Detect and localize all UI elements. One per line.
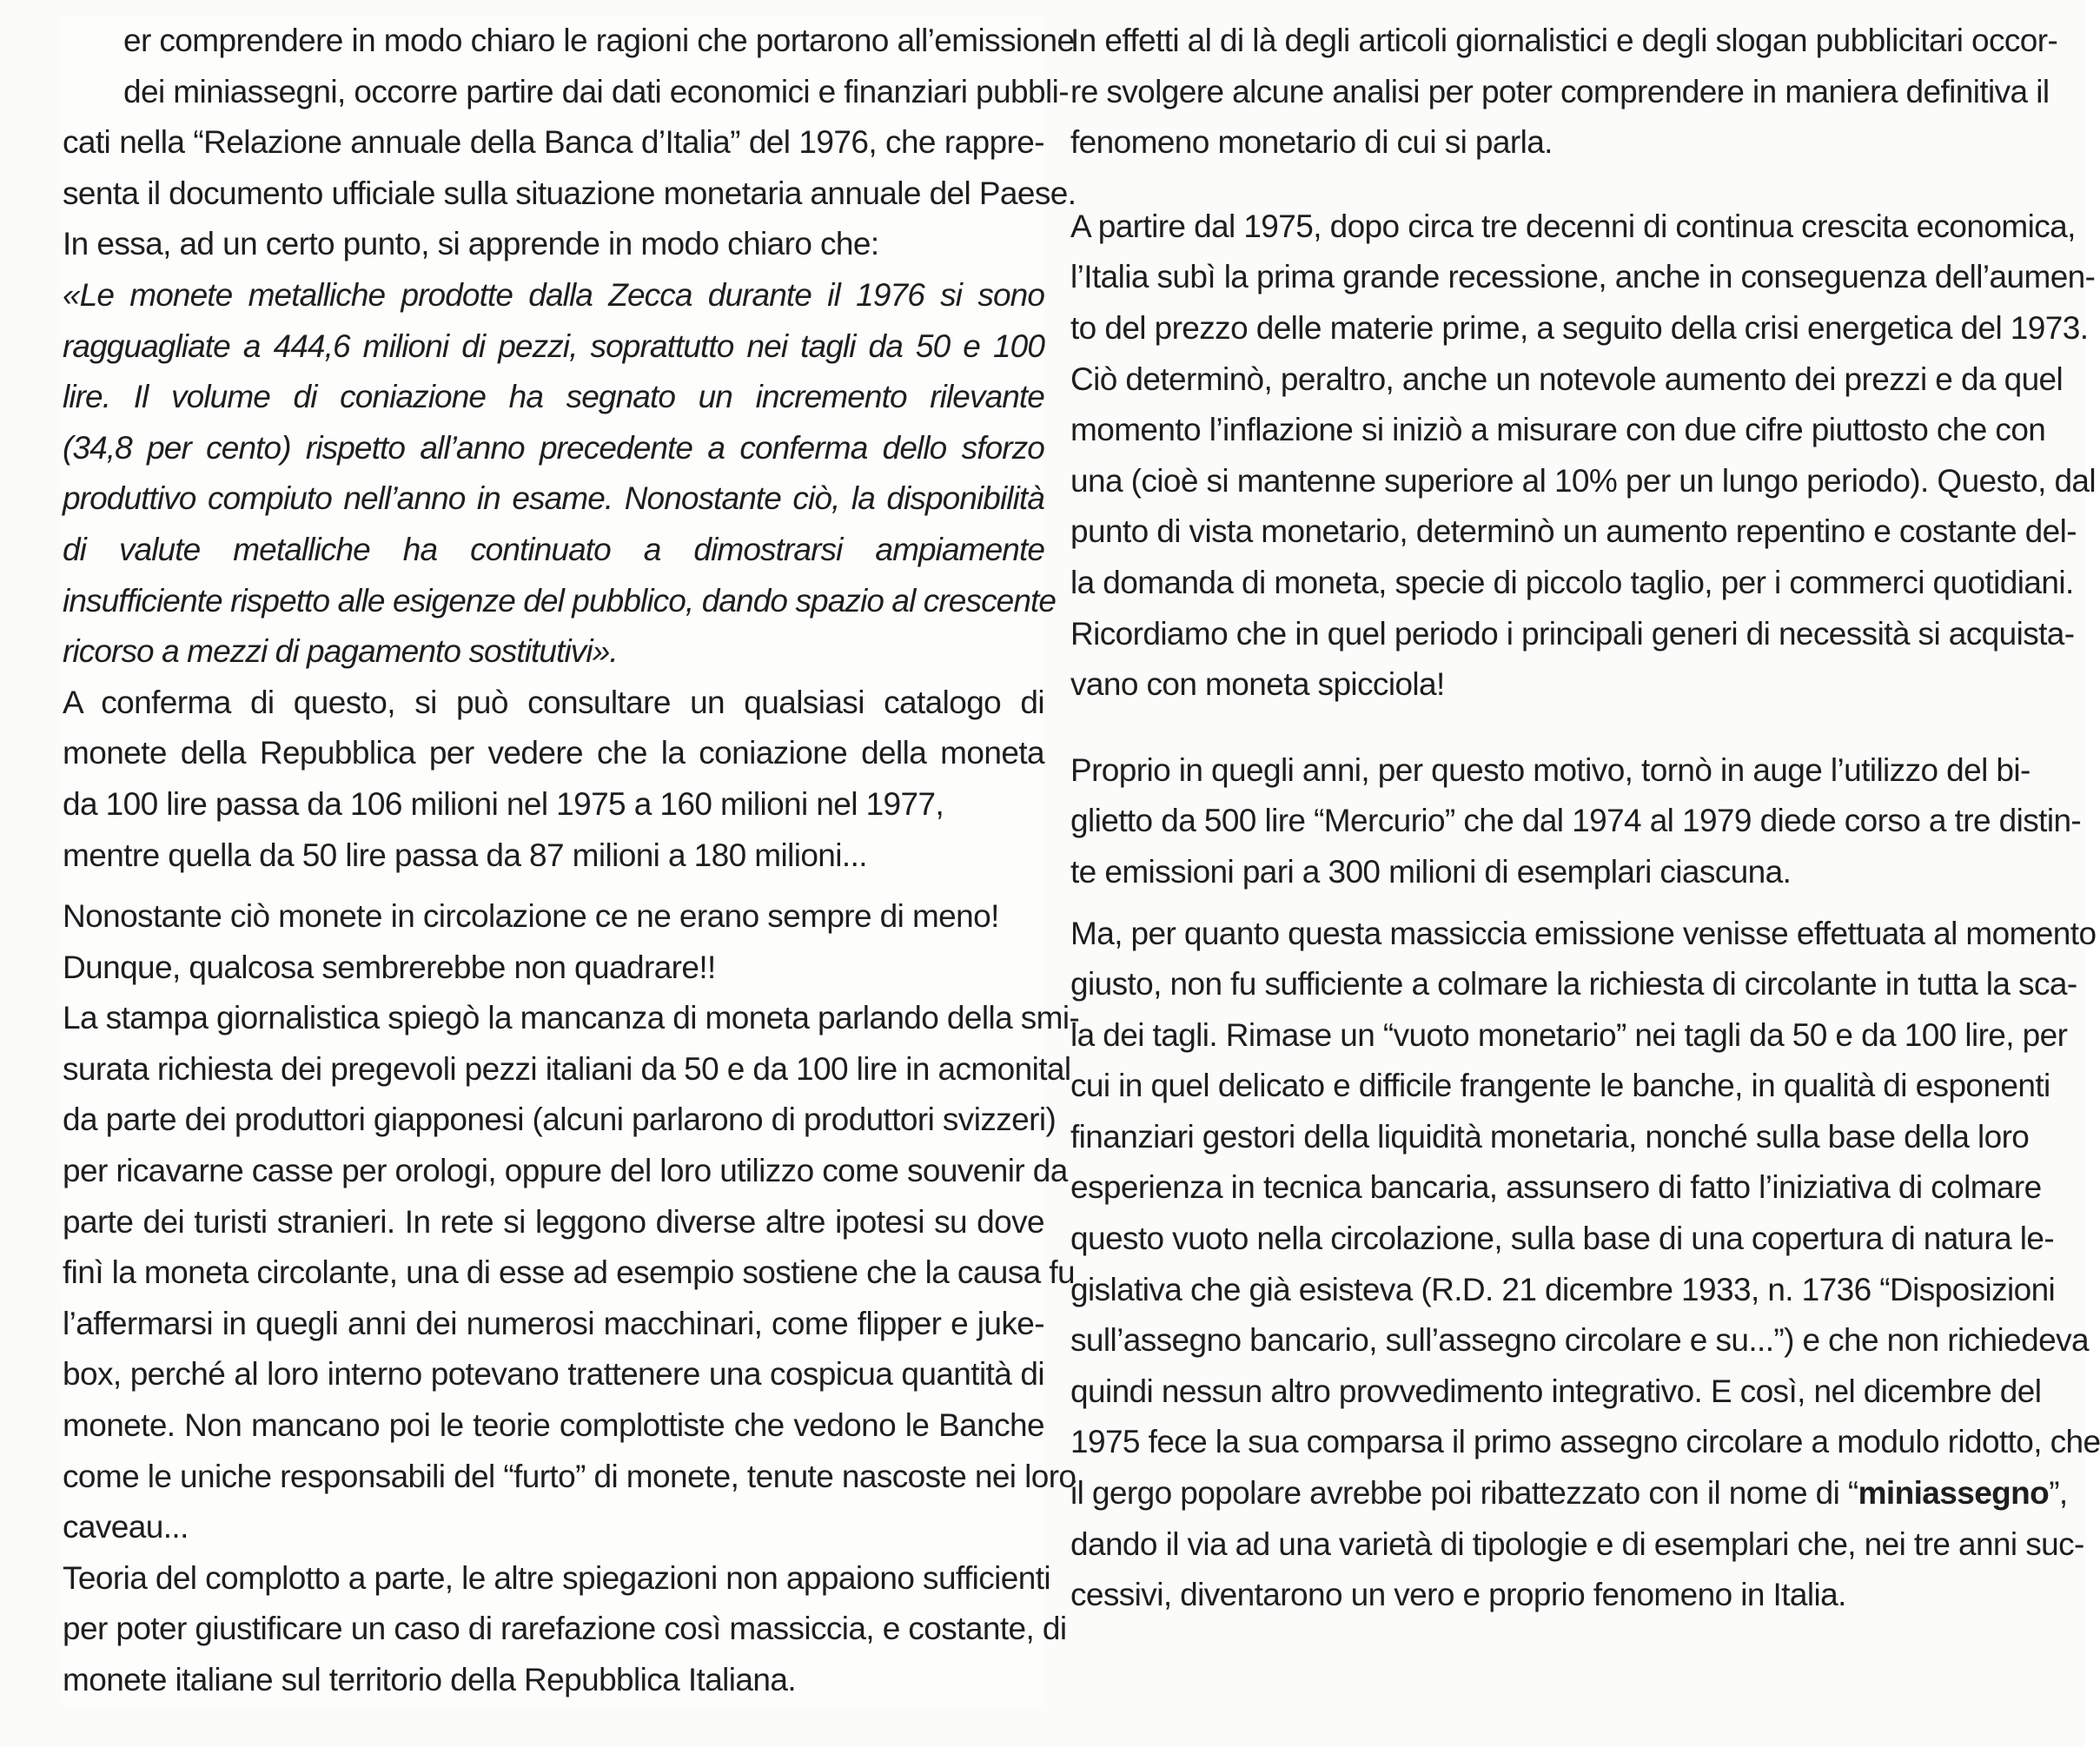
text-line: A conferma di questo, si può consultare un qualsiasi catalogo di <box>63 684 1044 720</box>
text-line: una (cioè si mantenne superiore al 10% per un lungo periodo). Questo, dal <box>1070 462 2097 499</box>
text-line: dei miniassegni, occorre partire dai dati economici e finanziari pubbli- <box>123 73 1069 109</box>
quote-line: ricorso a mezzi di pagamento sostitutivi». <box>63 633 618 670</box>
text-line: Nonostante ciò monete in circolazione ce ne erano sempre di meno! <box>63 898 999 935</box>
text-line: monete. Non mancano poi le teorie complottiste che vedono le Banche <box>63 1407 1044 1444</box>
text-line: Teoria del complotto a parte, le altre spiegazioni non appaiono sufficienti <box>63 1559 1051 1596</box>
text-line: dando il via ad una varietà di tipologie e di esemplari che, nei tre anni suc- <box>1070 1525 2084 1562</box>
text-line: esperienza in tecnica bancaria, assunsero di fatto l’iniziativa di colmare <box>1070 1169 2042 1206</box>
quote-line: di valute metalliche ha continuato a dimostrarsi ampiamente <box>63 531 1044 567</box>
text-line: la dei tagli. Rimase un “vuoto monetario” nei tagli da 50 e da 100 lire, per <box>1070 1016 2068 1053</box>
left-paragraph-2 <box>63 678 1044 881</box>
text-line: finì la moneta circolante, una di esse ad esempio sostiene che la causa fu <box>63 1254 1075 1291</box>
text-line: caveau... <box>63 1509 189 1545</box>
text-line: re svolgere alcune analisi per poter comprendere in maniera definitiva il <box>1070 73 2050 109</box>
text-line: 1975 fece la sua comparsa il primo assegno circolare a modulo ridotto, che <box>1070 1424 2100 1460</box>
quote-line: lire. Il volume di coniazione ha segnato un incremento rilevante <box>63 379 1044 415</box>
text-line: La stampa giornalistica spiegò la mancanza di moneta parlando della smi- <box>63 1000 1080 1036</box>
text-line: giusto, non fu sufficiente a colmare la richiesta di circolante in tutta la sca- <box>1070 966 2077 1003</box>
text-line: Ma, per quanto questa massiccia emissione venisse effettuata al momento <box>1070 915 2097 951</box>
text-line: box, perché al loro interno potevano trattenere una cospicua quantità di <box>63 1356 1044 1393</box>
right-column <box>1070 16 2100 1621</box>
text-line: l’affermarsi in quegli anni dei numerosi macchinari, come flipper e juke- <box>63 1305 1044 1341</box>
text-line: In effetti al di là degli articoli giornalistici e degli slogan pubblicitari occor- <box>1070 23 2058 58</box>
text-line: da parte dei produttori giapponesi (alcuni parlarono di produttori svizzeri) <box>63 1102 1057 1138</box>
text-line: fenomeno monetario di cui si parla. <box>1070 124 1553 161</box>
text-line: per ricavarne casse per orologi, oppure del loro utilizzo come souvenir da <box>63 1153 1068 1189</box>
text-line: finanziari gestori della liquidità monetaria, nonché sulla base della loro <box>1070 1118 2030 1155</box>
text-fragment: il gergo popolare avrebbe poi ribattezzato con il nome di “ <box>1070 1475 1858 1512</box>
text-line: sull’assegno bancario, sull’assegno circolare e su...”) e che non richiedeva <box>1070 1322 2089 1359</box>
text-line: Ricordiamo che in quel periodo i principali generi di necessità si acquista- <box>1070 615 2075 652</box>
quote-line: (34,8 per cento) rispetto all’anno precedente a conferma dello sforzo <box>63 429 1044 466</box>
right-paragraph-2 <box>1070 202 2097 711</box>
quote-line: «Le monete metalliche prodotte dalla Zecca durante il 1976 si sono <box>63 276 1044 313</box>
quote-line: insufficiente rispetto alle esigenze del pubblico, dando spazio al crescente <box>63 582 1057 619</box>
text-line-with-bold-term <box>1070 1468 2068 1519</box>
text-line: questo vuoto nella circolazione, sulla base di una copertura di natura le- <box>1070 1221 2055 1257</box>
text-line: la domanda di moneta, specie di piccolo taglio, per i commerci quotidiani. <box>1070 564 2074 600</box>
text-line: Dunque, qualcosa sembrerebbe non quadrare!! <box>63 949 716 985</box>
text-line: te emissioni pari a 300 milioni di esemplari ciascuna. <box>1070 853 1792 890</box>
left-quote <box>63 270 1057 678</box>
left-column <box>63 16 1080 1706</box>
text-line: punto di vista monetario, determinò un aumento repentino e costante del- <box>1070 513 2077 550</box>
text-line: vano con moneta spicciola! <box>1070 666 1445 703</box>
text-line: er comprendere in modo chiaro le ragioni che portarono all’emissione <box>123 23 1075 58</box>
text-line: cessivi, diventarono un vero e proprio fenomeno in Italia. <box>1070 1577 1846 1613</box>
left-paragraph-4 <box>63 993 1080 1553</box>
left-paragraph-5 <box>63 1553 1067 1706</box>
text-line: cui in quel delicato e difficile frangente le banche, in qualità di esponenti <box>1070 1068 2050 1104</box>
text-line: come le uniche responsabili del “furto” di monete, tenute nascoste nei loro <box>63 1458 1076 1494</box>
text-line: per poter giustificare un caso di rarefazione così massiccia, e costante, di <box>63 1611 1067 1647</box>
text-line: cati nella “Relazione annuale della Banca d’Italia” del 1976, che rappre- <box>63 124 1044 161</box>
text-line: parte dei turisti stranieri. In rete si leggono diverse altre ipotesi su dove <box>63 1203 1044 1240</box>
left-paragraph-3 <box>63 891 1044 993</box>
text-line: In essa, ad un certo punto, si apprende in modo chiaro che: <box>63 226 879 262</box>
text-line: momento l’inflazione si iniziò a misurare con due cifre piuttosto che con <box>1070 412 2046 448</box>
text-line: quindi nessun altro provvedimento integrativo. E così, nel dicembre del <box>1070 1373 2042 1409</box>
right-paragraph-4 <box>1070 909 2100 1621</box>
right-paragraph-1 <box>1070 16 2058 169</box>
text-line: gislativa che già esisteva (R.D. 21 dicembre 1933, n. 1736 “Disposizioni <box>1070 1271 2056 1307</box>
bold-term-miniassegno: miniassegno <box>1858 1475 2050 1512</box>
right-paragraph-3 <box>1070 745 2082 898</box>
text-line: to del prezzo delle materie prime, a seguito della crisi energetica del 1973. <box>1070 309 2089 346</box>
text-fragment: ”, <box>2049 1475 2068 1512</box>
text-line: monete italiane sul territorio della Repubblica Italiana. <box>63 1662 797 1697</box>
text-line: Ciò determinò, peraltro, anche un notevole aumento dei prezzi e da quel <box>1070 361 2064 397</box>
text-line: da 100 lire passa da 106 milioni nel 1975 a 160 milioni nel 1977, <box>63 785 944 822</box>
left-paragraph-1 <box>63 16 1076 270</box>
text-line: surata richiesta dei pregevoli pezzi italiani da 50 e da 100 lire in acmonital <box>63 1050 1071 1087</box>
text-line: senta il documento ufficiale sulla situazione monetaria annuale del Paese. <box>63 175 1076 211</box>
text-line: glietto da 500 lire “Mercurio” che dal 1974 al 1979 diede corso a tre distin- <box>1070 803 2082 839</box>
text-line: Proprio in quegli anni, per questo motivo, tornò in auge l’utilizzo del bi- <box>1070 751 2030 788</box>
text-line: l’Italia subì la prima grande recessione, anche in conseguenza dell’aumen- <box>1070 259 2096 295</box>
quote-line: produttivo compiuto nell’anno in esame. Nonostante ciò, la disponibilità <box>63 480 1044 517</box>
text-line: A partire dal 1975, dopo circa tre decenni di continua crescita economica, <box>1070 208 2076 244</box>
quote-line: ragguagliate a 444,6 milioni di pezzi, soprattutto nei tagli da 50 e 100 <box>63 328 1044 364</box>
text-line: mentre quella da 50 lire passa da 87 milioni a 180 milioni... <box>63 837 867 873</box>
text-line: monete della Repubblica per vedere che la coniazione della moneta <box>63 735 1044 771</box>
